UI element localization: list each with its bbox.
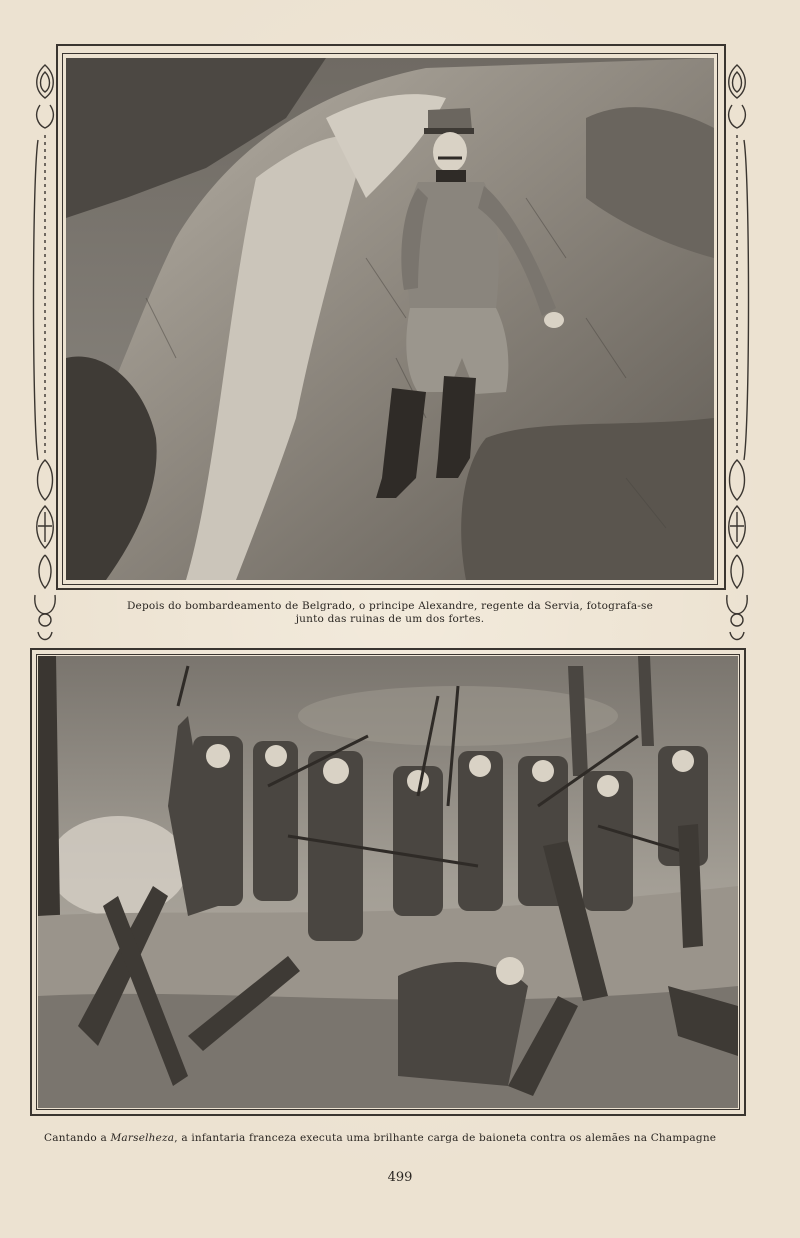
- page-number: 499: [387, 1170, 413, 1185]
- bayonet-charge-illustration: [38, 656, 738, 1108]
- bottom-illustration-caption: [44, 1131, 764, 1145]
- top-caption-line-2: junto das ruinas de um dos fortes.: [295, 613, 485, 625]
- bottom-caption-italic: Marselheza: [110, 1132, 175, 1144]
- right-ornament-border: [722, 60, 752, 650]
- top-caption-line-1: Depois do bombardeamento de Belgrado, o principe Alexandre, regente da Servia, fotografa-se: [126, 600, 654, 612]
- top-photo-caption: [100, 600, 680, 626]
- bottom-caption-suffix: , a infantaria franceza executa uma brilhante carga de baioneta contra os alemães na Champagne: [174, 1132, 717, 1144]
- bottom-caption-prefix: Cantando a: [44, 1132, 111, 1144]
- prince-alexandre-photo: [66, 58, 714, 580]
